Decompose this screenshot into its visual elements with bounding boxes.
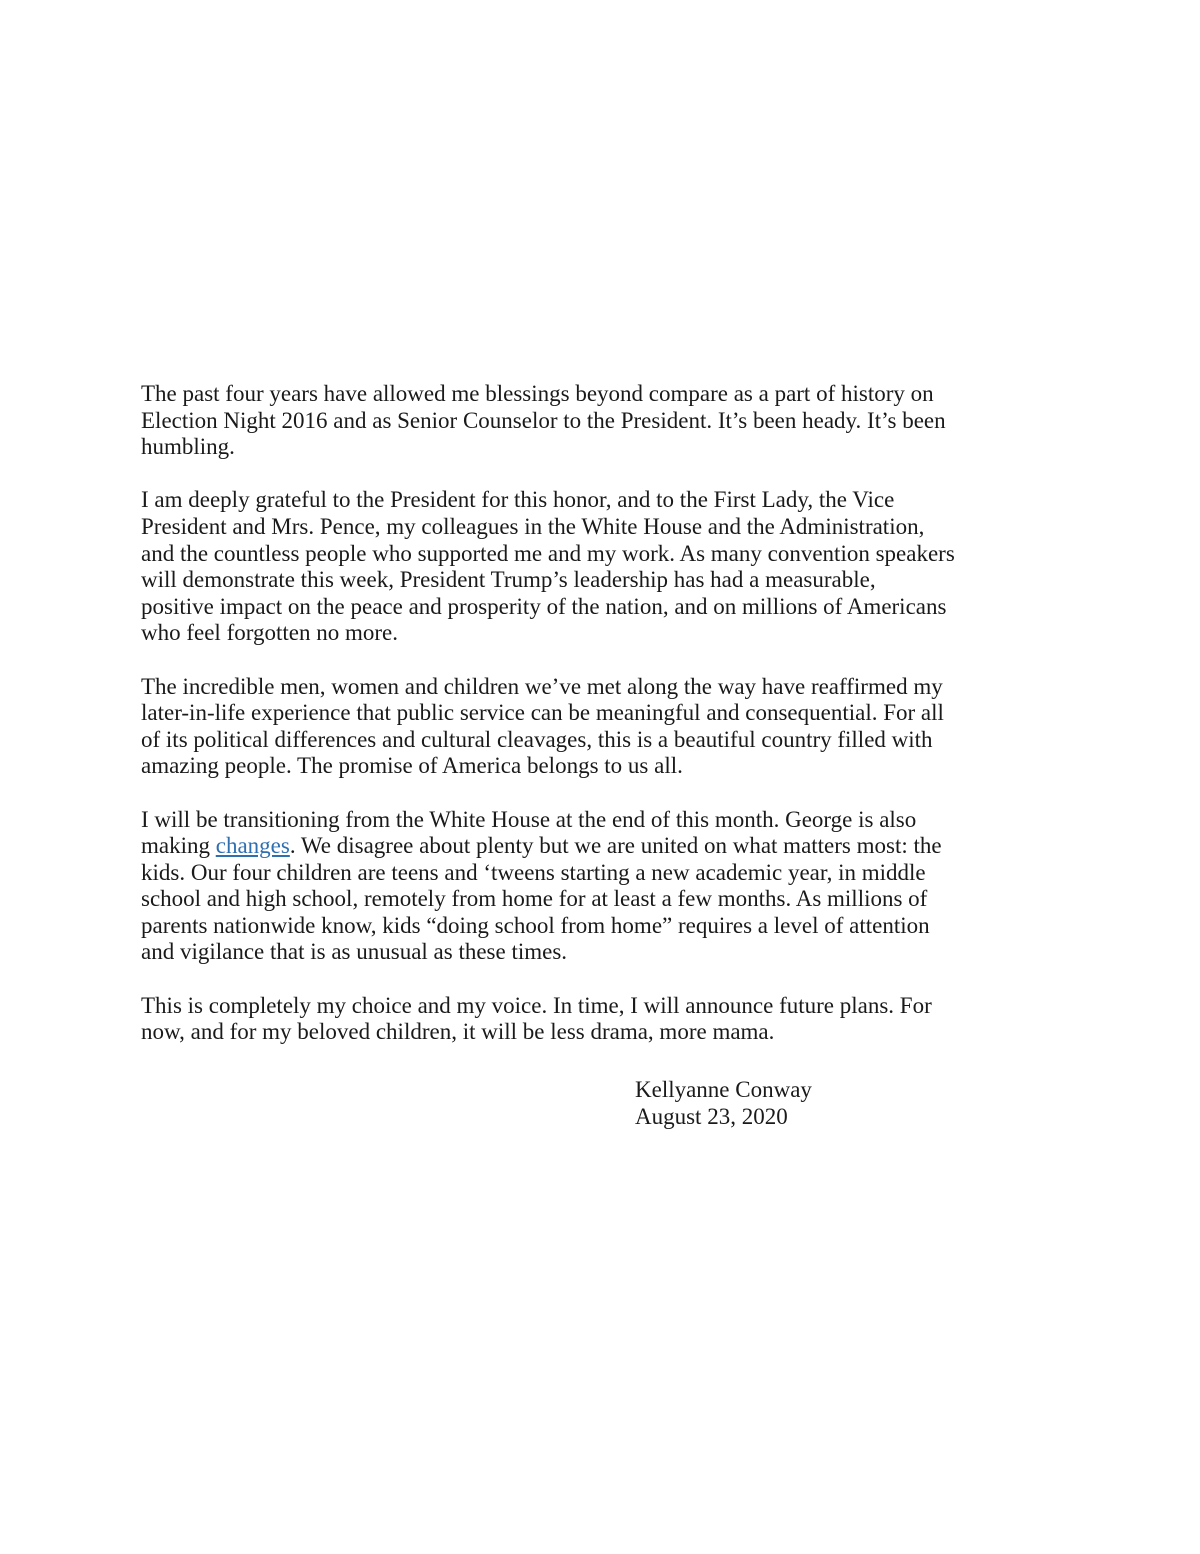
- text-segment: . We disagree about plenty but we are united on what matters most: the: [289, 833, 942, 859]
- text-line: now, and for my beloved children, it will be less drama, more mama.: [141, 1019, 775, 1045]
- signature-name: Kellyanne Conway: [635, 1077, 812, 1102]
- text-line: later-in-life experience that public service can be meaningful and consequential. For all: [141, 700, 944, 726]
- text-line: I will be transitioning from the White House at the end of this month. George is also: [141, 806, 917, 832]
- paragraph-5: [141, 993, 1071, 1046]
- text-line: President and Mrs. Pence, my colleagues in the White House and the Administration,: [141, 513, 925, 539]
- text-line: kids. Our four children are teens and ‘tweens starting a new academic year, in middle: [141, 859, 926, 885]
- text-line-with-link: [141, 833, 1071, 860]
- text-line: and the countless people who supported me and my work. As many convention speakers: [141, 540, 955, 566]
- paragraph-3: [141, 674, 1071, 780]
- text-line: This is completely my choice and my voice. In time, I will announce future plans. For: [141, 992, 932, 1018]
- signature-block: [635, 1077, 812, 1130]
- text-line: parents nationwide know, kids “doing school from home” requires a level of attention: [141, 912, 930, 938]
- text-line: school and high school, remotely from home for at least a few months. As millions of: [141, 886, 928, 912]
- text-line: humbling.: [141, 434, 235, 460]
- text-line: and vigilance that is as unusual as these times.: [141, 939, 568, 965]
- text-line: positive impact on the peace and prosperity of the nation, and on millions of Americans: [141, 593, 947, 619]
- text-line: Election Night 2016 and as Senior Counselor to the President. It’s been heady. It’s been: [141, 407, 946, 433]
- text-segment: making: [141, 833, 216, 859]
- changes-link[interactable]: changes: [215, 833, 290, 859]
- text-line: who feel forgotten no more.: [141, 620, 398, 646]
- text-line: The incredible men, women and children we’ve met along the way have reaffirmed my: [141, 673, 943, 699]
- signature-date: August 23, 2020: [635, 1103, 788, 1129]
- paragraph-1: [141, 381, 1071, 461]
- letter-body: [141, 381, 1071, 1072]
- text-line: The past four years have allowed me blessings beyond compare as a part of history on: [141, 381, 934, 406]
- text-line: of its political differences and cultural cleavages, this is a beautiful country filled with: [141, 726, 933, 752]
- text-line: amazing people. The promise of America belongs to us all.: [141, 753, 683, 779]
- paragraph-2: [141, 487, 1071, 647]
- text-line: will demonstrate this week, President Trump’s leadership has had a measurable,: [141, 567, 876, 593]
- paragraph-4: [141, 807, 1071, 967]
- text-line: I am deeply grateful to the President for this honor, and to the First Lady, the Vice: [141, 487, 895, 513]
